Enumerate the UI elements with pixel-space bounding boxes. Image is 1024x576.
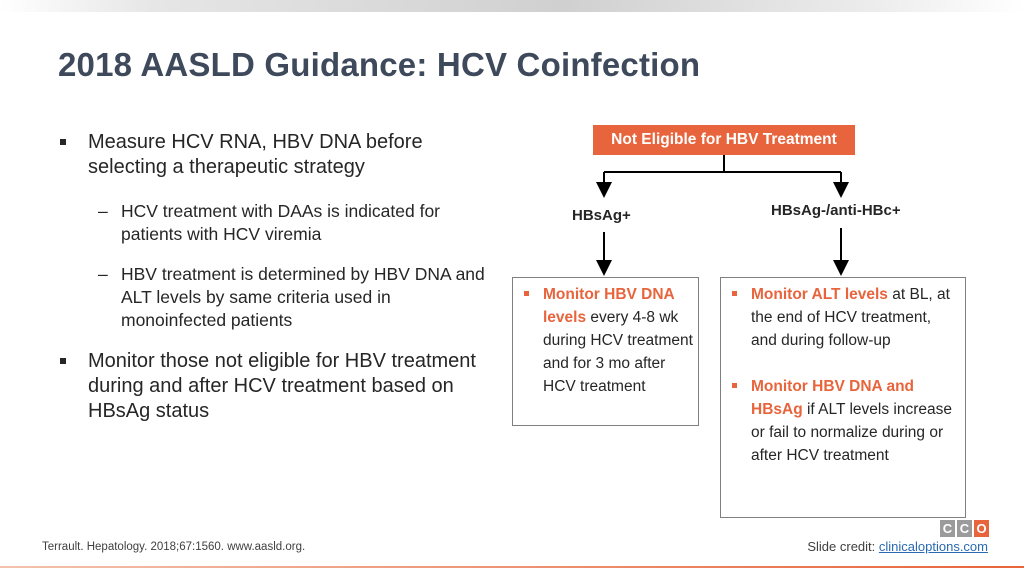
box-item-text: at BL, at the end of HCV treatment, and during follow-up: [751, 286, 950, 349]
box-item-text: if ALT levels increase or fail to normalize during or after HCV treatment: [751, 401, 953, 464]
square-bullet-icon: [732, 291, 737, 296]
hbsag-negative-label: HBsAg-/anti-HBc+: [771, 202, 901, 219]
hbsag-positive-box: [512, 277, 699, 426]
box-item: [721, 283, 955, 352]
dash-bullet-icon: –: [98, 264, 108, 284]
bullet-text: Measure HCV RNA, HBV DNA before selecting a therapeutic strategy: [88, 131, 423, 178]
square-bullet-icon: [524, 291, 529, 296]
box-item-highlight: Monitor HBV DNA and HBsAg: [751, 378, 915, 418]
box-item-text: every 4-8 wk during HCV treatment and for 3 mo after HCV treatment: [543, 309, 693, 395]
box-item: [721, 375, 955, 467]
not-eligible-header: Not Eligible for HBV Treatment: [593, 125, 855, 155]
logo-letter: O: [974, 520, 989, 537]
bullet-text: Monitor those not eligible for HBV treatment during and after HCV treatment based on HBsAg status: [88, 350, 476, 422]
citation: Terrault. Hepatology. 2018;67:1560. www.aasld.org.: [42, 541, 306, 553]
logo-letter: C: [957, 520, 972, 537]
box-item-highlight: Monitor ALT levels: [751, 286, 888, 303]
slide-credit-label: Slide credit:: [807, 539, 879, 554]
cco-logo: [940, 520, 989, 537]
dash-bullet-icon: –: [98, 201, 108, 221]
hbsag-positive-label: HBsAg+: [572, 207, 631, 224]
square-bullet-icon: [732, 383, 737, 388]
sub-bullet-text: HBV treatment is determined by HBV DNA and ALT levels by same criteria used in monoinfected patients: [121, 264, 485, 330]
box-item: [513, 283, 698, 398]
logo-letter: C: [940, 520, 955, 537]
slide-title: 2018 AASLD Guidance: HCV Coinfection: [58, 46, 701, 83]
slide-credit: [807, 539, 988, 554]
hbsag-negative-box: [720, 277, 966, 518]
sub-bullet-text: HCV treatment with DAAs is indicated for patients with HCV viremia: [121, 201, 441, 244]
box-item-highlight: Monitor HBV DNA levels: [543, 286, 675, 326]
bottom-accent-line: [0, 566, 1024, 568]
clinicaloptions-link[interactable]: clinicaloptions.com: [878, 539, 988, 554]
